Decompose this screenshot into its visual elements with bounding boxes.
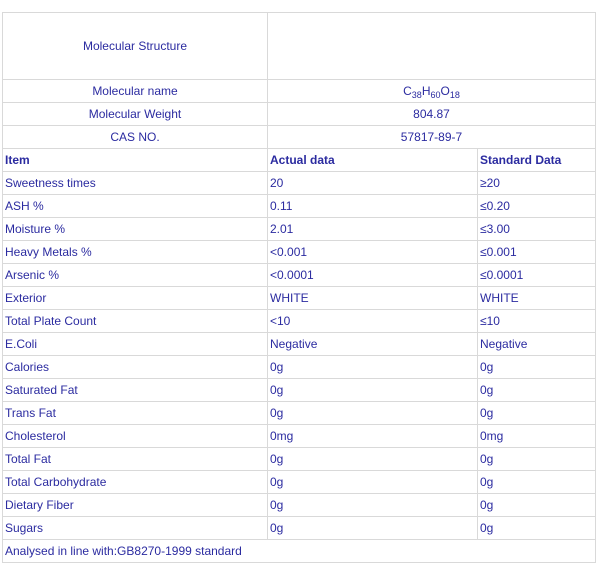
molecular-structure-row (3, 13, 596, 80)
item-cell: Saturated Fat (3, 379, 268, 402)
header-item: Item (3, 149, 268, 172)
cas-value: 57817-89-7 (268, 126, 596, 149)
standard-data-cell: 0g (478, 448, 596, 471)
item-cell: Dietary Fiber (3, 494, 268, 517)
table-header-row (3, 149, 596, 172)
actual-data-cell: 0g (268, 448, 478, 471)
actual-data-cell: 0g (268, 356, 478, 379)
actual-data-cell: WHITE (268, 287, 478, 310)
actual-data-cell: <0.0001 (268, 264, 478, 287)
standard-data-cell: ≥20 (478, 172, 596, 195)
standard-data-cell: 0mg (478, 425, 596, 448)
item-cell: Total Plate Count (3, 310, 268, 333)
item-cell: Sugars (3, 517, 268, 540)
formula-c-count: 38 (411, 90, 422, 100)
table-row (3, 494, 596, 517)
standard-data-cell: WHITE (478, 287, 596, 310)
molecular-weight-row (3, 103, 596, 126)
standard-data-cell: ≤3.00 (478, 218, 596, 241)
formula-h: H (421, 84, 431, 98)
table-row (3, 425, 596, 448)
molecular-weight-label: Molecular Weight (3, 103, 268, 126)
table-row (3, 264, 596, 287)
table-row (3, 517, 596, 540)
footer-row (3, 540, 596, 563)
item-cell: Calories (3, 356, 268, 379)
item-cell: Total Fat (3, 448, 268, 471)
standard-data-cell: ≤0.001 (478, 241, 596, 264)
item-cell: Total Carbohydrate (3, 471, 268, 494)
molecular-weight-value: 804.87 (268, 103, 596, 126)
item-cell: Arsenic % (3, 264, 268, 287)
table-row (3, 195, 596, 218)
standard-data-cell: ≤10 (478, 310, 596, 333)
item-cell: E.Coli (3, 333, 268, 356)
item-cell: Heavy Metals % (3, 241, 268, 264)
standard-data-cell: 0g (478, 379, 596, 402)
specification-table (2, 12, 596, 563)
formula-h-count: 60 (430, 90, 441, 100)
header-actual-data: Actual data (268, 149, 478, 172)
standard-data-cell: Negative (478, 333, 596, 356)
table-row (3, 448, 596, 471)
actual-data-cell: Negative (268, 333, 478, 356)
cas-row (3, 126, 596, 149)
standard-data-cell: 0g (478, 494, 596, 517)
molecular-structure-label: Molecular Structure (3, 13, 268, 80)
standard-data-cell: ≤0.20 (478, 195, 596, 218)
header-standard-data: Standard Data (478, 149, 596, 172)
table-row (3, 333, 596, 356)
item-cell: Cholesterol (3, 425, 268, 448)
actual-data-cell: <10 (268, 310, 478, 333)
item-cell: Moisture % (3, 218, 268, 241)
standard-data-cell: 0g (478, 356, 596, 379)
cas-label: CAS NO. (3, 126, 268, 149)
footer-note: Analysed in line with:GB8270-1999 standard (3, 540, 596, 563)
actual-data-cell: 0g (268, 471, 478, 494)
standard-data-cell: 0g (478, 402, 596, 425)
item-cell: ASH % (3, 195, 268, 218)
formula-c: C (403, 84, 412, 98)
table-row (3, 471, 596, 494)
table-row (3, 218, 596, 241)
item-cell: Exterior (3, 287, 268, 310)
molecular-formula (268, 80, 596, 103)
molecular-name-row (3, 80, 596, 103)
standard-data-cell: 0g (478, 517, 596, 540)
actual-data-cell: 2.01 (268, 218, 478, 241)
actual-data-cell: 20 (268, 172, 478, 195)
table-row (3, 172, 596, 195)
data-rows (3, 172, 596, 540)
table-row (3, 356, 596, 379)
actual-data-cell: 0.11 (268, 195, 478, 218)
actual-data-cell: 0g (268, 379, 478, 402)
actual-data-cell: 0g (268, 402, 478, 425)
actual-data-cell: 0g (268, 517, 478, 540)
molecular-structure-image (268, 13, 596, 80)
item-cell: Trans Fat (3, 402, 268, 425)
actual-data-cell: 0g (268, 494, 478, 517)
actual-data-cell: <0.001 (268, 241, 478, 264)
item-cell: Sweetness times (3, 172, 268, 195)
table-row (3, 310, 596, 333)
standard-data-cell: ≤0.0001 (478, 264, 596, 287)
table-row (3, 379, 596, 402)
table-row (3, 287, 596, 310)
table-row (3, 402, 596, 425)
actual-data-cell: 0mg (268, 425, 478, 448)
standard-data-cell: 0g (478, 471, 596, 494)
formula-o: O (440, 84, 450, 98)
molecular-name-label: Molecular name (3, 80, 268, 103)
formula-o-count: 18 (449, 90, 460, 100)
table-row (3, 241, 596, 264)
